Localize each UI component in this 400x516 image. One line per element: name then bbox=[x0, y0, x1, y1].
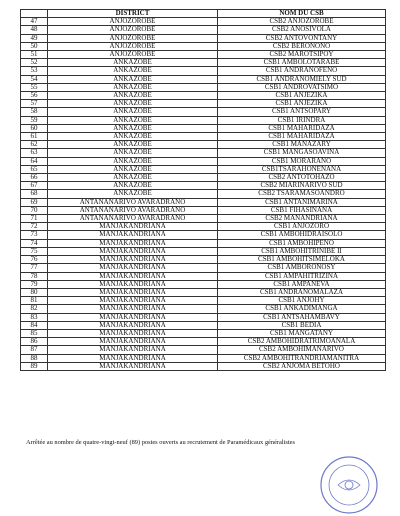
row-number: 64 bbox=[21, 157, 48, 165]
table-row bbox=[21, 190, 386, 198]
row-number: 69 bbox=[21, 198, 48, 206]
row-number: 81 bbox=[21, 297, 48, 305]
footer-note: Arrêtée au nombre de quatre-vingt-neuf (89) postes ouverts au recrutement de Paramédicaux généralistes bbox=[26, 439, 296, 446]
row-district: ANKAZOBE bbox=[48, 92, 218, 100]
table-row bbox=[21, 108, 386, 116]
table-row bbox=[21, 67, 386, 75]
header-district: DISTRICT bbox=[48, 10, 218, 18]
row-district: ANKAZOBE bbox=[48, 75, 218, 83]
table-row bbox=[21, 116, 386, 124]
row-number: 47 bbox=[21, 18, 48, 26]
row-number: 54 bbox=[21, 75, 48, 83]
row-district: ANKAZOBE bbox=[48, 149, 218, 157]
row-csb-name: CSB1 ANKADIMANGA bbox=[218, 305, 386, 313]
row-district: MANJAKANDRIANA bbox=[48, 247, 218, 255]
row-csb-name: CSB2 ANTOVONTANY bbox=[218, 34, 386, 42]
row-district: ANJOZOROBE bbox=[48, 51, 218, 59]
table-row bbox=[21, 83, 386, 91]
row-csb-name: CSB2 ANJOZOROBE bbox=[218, 18, 386, 26]
row-csb-name: CSB1 MANGASOAVINA bbox=[218, 149, 386, 157]
row-district: MANJAKANDRIANA bbox=[48, 264, 218, 272]
row-csb-name: CSB1 BEDIA bbox=[218, 321, 386, 329]
row-district: MANJAKANDRIANA bbox=[48, 280, 218, 288]
row-csb-name: CSB1 FIHASINANA bbox=[218, 206, 386, 214]
row-district: MANJAKANDRIANA bbox=[48, 223, 218, 231]
row-csb-name: CSB1 ANDRANOMIELY SUD bbox=[218, 75, 386, 83]
table-row bbox=[21, 206, 386, 214]
table-row bbox=[21, 272, 386, 280]
row-number: 72 bbox=[21, 223, 48, 231]
row-number: 61 bbox=[21, 133, 48, 141]
table-body bbox=[21, 18, 386, 371]
row-district: MANJAKANDRIANA bbox=[48, 239, 218, 247]
table-row bbox=[21, 182, 386, 190]
row-number: 63 bbox=[21, 149, 48, 157]
table-row bbox=[21, 133, 386, 141]
row-district: ANKAZOBE bbox=[48, 116, 218, 124]
row-csb-name: CSB1 ANDRANOMALAZA bbox=[218, 288, 386, 296]
row-csb-name: CSB2 MAROTSIPOY bbox=[218, 51, 386, 59]
row-csb-name: CSB2 ANJOMA BETOHO bbox=[218, 362, 386, 370]
row-number: 89 bbox=[21, 362, 48, 370]
table-row bbox=[21, 247, 386, 255]
row-district: ANKAZOBE bbox=[48, 133, 218, 141]
row-district: ANTANANARIVO AVARADRANO bbox=[48, 215, 218, 223]
row-csb-name: CSB1 MAHARIDAZA bbox=[218, 124, 386, 132]
table-row bbox=[21, 18, 386, 26]
row-csb-name: CSB1 AMBORONOSY bbox=[218, 264, 386, 272]
table-row bbox=[21, 329, 386, 337]
row-csb-name: CSB1 IRINDRA bbox=[218, 116, 386, 124]
table-row bbox=[21, 338, 386, 346]
row-district: ANKAZOBE bbox=[48, 157, 218, 165]
row-csb-name: CSB1 ANTANIMARINA bbox=[218, 198, 386, 206]
row-district: MANJAKANDRIANA bbox=[48, 305, 218, 313]
row-number: 55 bbox=[21, 83, 48, 91]
row-district: ANKAZOBE bbox=[48, 174, 218, 182]
row-csb-name: CSB1 ANJEZIKA bbox=[218, 92, 386, 100]
row-csb-name: CSB1 AMBOLOTARABE bbox=[218, 59, 386, 67]
row-csb-name: CSB2 AMBOHITRANDRIAMANITRA bbox=[218, 354, 386, 362]
row-district: ANJOZOROBE bbox=[48, 42, 218, 50]
table-row bbox=[21, 157, 386, 165]
row-csb-name: CSB1TSARAHONENANA bbox=[218, 165, 386, 173]
row-district: ANKAZOBE bbox=[48, 141, 218, 149]
row-number: 49 bbox=[21, 34, 48, 42]
table-row bbox=[21, 174, 386, 182]
row-csb-name: CSB1 ANJEZIKA bbox=[218, 100, 386, 108]
row-district: MANJAKANDRIANA bbox=[48, 313, 218, 321]
row-csb-name: CSB1 MANAZARY bbox=[218, 141, 386, 149]
row-number: 65 bbox=[21, 165, 48, 173]
row-number: 82 bbox=[21, 305, 48, 313]
row-number: 84 bbox=[21, 321, 48, 329]
row-district: MANJAKANDRIANA bbox=[48, 329, 218, 337]
row-district: ANKAZOBE bbox=[48, 83, 218, 91]
row-number: 85 bbox=[21, 329, 48, 337]
table-row bbox=[21, 215, 386, 223]
table-row bbox=[21, 26, 386, 34]
table-row bbox=[21, 297, 386, 305]
row-csb-name: CSB2 BERONONO bbox=[218, 42, 386, 50]
row-number: 52 bbox=[21, 59, 48, 67]
row-number: 48 bbox=[21, 26, 48, 34]
row-number: 58 bbox=[21, 108, 48, 116]
row-csb-name: CSB1 ANTSOPARY bbox=[218, 108, 386, 116]
row-number: 60 bbox=[21, 124, 48, 132]
row-number: 66 bbox=[21, 174, 48, 182]
row-district: ANKAZOBE bbox=[48, 190, 218, 198]
table-row bbox=[21, 198, 386, 206]
row-district: MANJAKANDRIANA bbox=[48, 272, 218, 280]
row-number: 62 bbox=[21, 141, 48, 149]
row-number: 70 bbox=[21, 206, 48, 214]
row-district: MANJAKANDRIANA bbox=[48, 288, 218, 296]
table-row bbox=[21, 354, 386, 362]
row-csb-name: CSB1 MAHARIDAZA bbox=[218, 133, 386, 141]
row-district: MANJAKANDRIANA bbox=[48, 297, 218, 305]
row-district: MANJAKANDRIANA bbox=[48, 346, 218, 354]
table-row bbox=[21, 141, 386, 149]
row-district: ANKAZOBE bbox=[48, 124, 218, 132]
table-row bbox=[21, 124, 386, 132]
table-row bbox=[21, 51, 386, 59]
row-number: 53 bbox=[21, 67, 48, 75]
row-district: ANKAZOBE bbox=[48, 165, 218, 173]
row-district: MANJAKANDRIANA bbox=[48, 231, 218, 239]
table-row bbox=[21, 362, 386, 370]
row-csb-name: CSB2 MANANDRIANA bbox=[218, 215, 386, 223]
table-row bbox=[21, 313, 386, 321]
row-number: 83 bbox=[21, 313, 48, 321]
table-row bbox=[21, 321, 386, 329]
row-csb-name: CSB2 ANOSIVOLA bbox=[218, 26, 386, 34]
table-row bbox=[21, 256, 386, 264]
table-row bbox=[21, 165, 386, 173]
row-csb-name: CSB2 AMBOHIDRATRIMOANALA bbox=[218, 338, 386, 346]
row-district: ANKAZOBE bbox=[48, 67, 218, 75]
row-number: 77 bbox=[21, 264, 48, 272]
row-csb-name: CSB2 MIARINARIVO SUD bbox=[218, 182, 386, 190]
row-number: 78 bbox=[21, 272, 48, 280]
row-csb-name: CSB1 MORARANO bbox=[218, 157, 386, 165]
row-number: 50 bbox=[21, 42, 48, 50]
row-number: 56 bbox=[21, 92, 48, 100]
row-csb-name: CSB1 ANJOHY bbox=[218, 297, 386, 305]
table-row bbox=[21, 59, 386, 67]
table-header-row bbox=[21, 10, 386, 18]
row-district: ANTANANARIVO AVARADRANO bbox=[48, 206, 218, 214]
row-number: 74 bbox=[21, 239, 48, 247]
row-district: MANJAKANDRIANA bbox=[48, 338, 218, 346]
row-number: 88 bbox=[21, 354, 48, 362]
row-number: 73 bbox=[21, 231, 48, 239]
table-row bbox=[21, 346, 386, 354]
table-row bbox=[21, 305, 386, 313]
row-csb-name: CSB1 ANJOZORO bbox=[218, 223, 386, 231]
table-row bbox=[21, 42, 386, 50]
row-csb-name: CSB1 AMPAHITRIZINA bbox=[218, 272, 386, 280]
table-row bbox=[21, 34, 386, 42]
row-district: ANKAZOBE bbox=[48, 59, 218, 67]
row-number: 51 bbox=[21, 51, 48, 59]
row-number: 87 bbox=[21, 346, 48, 354]
header-num bbox=[21, 10, 48, 18]
row-district: MANJAKANDRIANA bbox=[48, 321, 218, 329]
row-number: 57 bbox=[21, 100, 48, 108]
row-csb-name: CSB2 ANTOTOHAZO bbox=[218, 174, 386, 182]
row-district: ANKAZOBE bbox=[48, 100, 218, 108]
row-number: 75 bbox=[21, 247, 48, 255]
csb-table bbox=[20, 9, 386, 371]
table-row bbox=[21, 280, 386, 288]
row-district: MANJAKANDRIANA bbox=[48, 256, 218, 264]
table-row bbox=[21, 149, 386, 157]
row-district: ANKAZOBE bbox=[48, 182, 218, 190]
row-csb-name: CSB2 TSARAMASOANDRO bbox=[218, 190, 386, 198]
row-number: 80 bbox=[21, 288, 48, 296]
row-district: ANJOZOROBE bbox=[48, 18, 218, 26]
row-district: ANTANANARIVO AVARADRANO bbox=[48, 198, 218, 206]
row-csb-name: CSB1 ANDROVATSIMO bbox=[218, 83, 386, 91]
row-csb-name: CSB1 AMPANEVA bbox=[218, 280, 386, 288]
row-number: 79 bbox=[21, 280, 48, 288]
row-number: 68 bbox=[21, 190, 48, 198]
row-district: MANJAKANDRIANA bbox=[48, 354, 218, 362]
row-csb-name: CSB1 AMBOHIDRAISOLO bbox=[218, 231, 386, 239]
row-csb-name: CSB1 ANTSAHAMBAVY bbox=[218, 313, 386, 321]
row-number: 86 bbox=[21, 338, 48, 346]
row-number: 76 bbox=[21, 256, 48, 264]
table-row bbox=[21, 264, 386, 272]
row-csb-name: CSB2 AMBOHIMANARIVO bbox=[218, 346, 386, 354]
table-row bbox=[21, 223, 386, 231]
row-csb-name: CSB1 AMBOHIPENO bbox=[218, 239, 386, 247]
row-number: 67 bbox=[21, 182, 48, 190]
table-row bbox=[21, 92, 386, 100]
row-number: 71 bbox=[21, 215, 48, 223]
official-stamp-icon bbox=[318, 454, 380, 516]
row-district: ANJOZOROBE bbox=[48, 26, 218, 34]
header-csb: NOM DU CSB bbox=[218, 10, 386, 18]
row-csb-name: CSB1 MANGATANY bbox=[218, 329, 386, 337]
table-row bbox=[21, 239, 386, 247]
table-row bbox=[21, 75, 386, 83]
row-csb-name: CSB1 AMBOHITRINIBE II bbox=[218, 247, 386, 255]
row-district: MANJAKANDRIANA bbox=[48, 362, 218, 370]
row-csb-name: CSB1 AMBOHITSIMELOKA bbox=[218, 256, 386, 264]
table-row bbox=[21, 231, 386, 239]
row-csb-name: CSB1 ANDRANOFENO bbox=[218, 67, 386, 75]
table-row bbox=[21, 100, 386, 108]
table-row bbox=[21, 288, 386, 296]
row-number: 59 bbox=[21, 116, 48, 124]
row-district: ANKAZOBE bbox=[48, 108, 218, 116]
row-district: ANJOZOROBE bbox=[48, 34, 218, 42]
